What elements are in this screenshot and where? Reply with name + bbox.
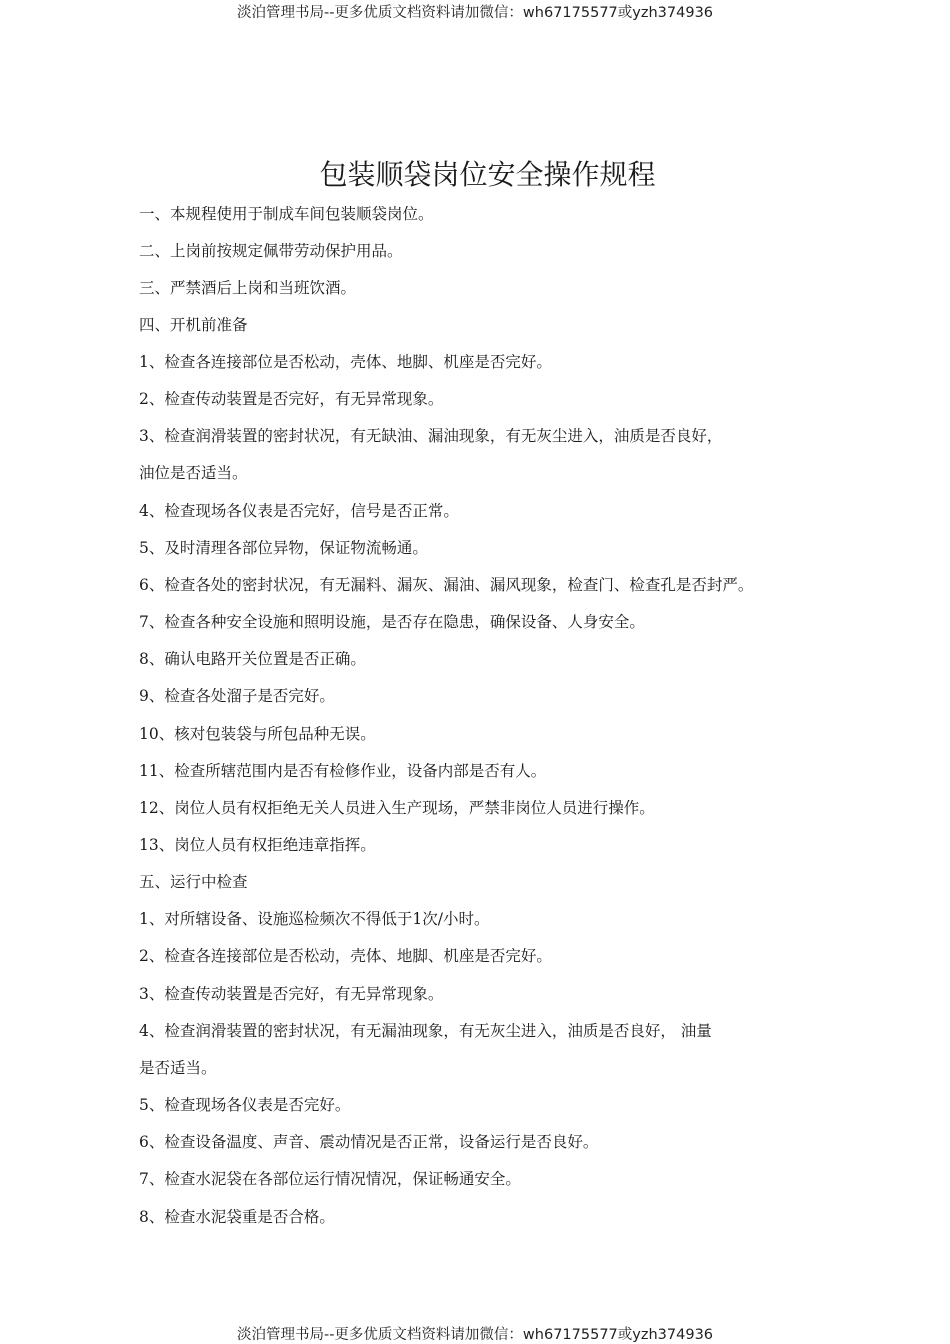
text-line: 12、岗位人员有权拒绝无关人员进入生产现场，严禁非岗位人员进行操作。 <box>139 799 655 817</box>
section-heading: 四、开机前准备 <box>139 316 248 334</box>
text-line: 9、检查各处溜子是否完好。 <box>139 687 335 705</box>
text-line: 6、检查各处的密封状况，有无漏料、漏灰、漏油、漏风现象，检查门、检查孔是否封严。 <box>139 576 754 594</box>
text-line: 7、检查各种安全设施和照明设施，是否存在隐患，确保设备、人身安全。 <box>139 613 645 631</box>
document-title: 包装顺袋岗位安全操作规程 <box>319 158 656 191</box>
text-line: 2、检查各连接部位是否松动，壳体、地脚、机座是否完好。 <box>139 947 552 965</box>
text-line: 4、检查润滑装置的密封状况，有无漏油现象，有无灰尘进入，油质是否良好， 油量 <box>139 1022 712 1040</box>
text-line: 7、检查水泥袋在各部位运行情况情况，保证畅通安全。 <box>139 1170 521 1188</box>
section-heading: 五、运行中检查 <box>139 873 248 891</box>
text-line: 油位是否适当。 <box>139 464 248 482</box>
text-line: 2、检查传动装置是否完好，有无异常现象。 <box>139 390 444 408</box>
footer-banner: 淡泊管理书局--更多优质文档资料请加微信：wh67175577或yzh374936 <box>236 1327 714 1343</box>
text-line: 6、检查设备温度、声音、震动情况是否正常，设备运行是否良好。 <box>139 1133 599 1151</box>
text-line: 13、岗位人员有权拒绝违章指挥。 <box>139 836 376 854</box>
text-line: 8、检查水泥袋重是否合格。 <box>139 1208 335 1226</box>
text-line: 3、检查润滑装置的密封状况，有无缺油、漏油现象，有无灰尘进入，油质是否良好， <box>139 427 723 445</box>
text-line: 8、确认电路开关位置是否正确。 <box>139 650 366 668</box>
text-line: 二、上岗前按规定佩带劳动保护用品。 <box>139 242 403 260</box>
text-line: 1、检查各连接部位是否松动，壳体、地脚、机座是否完好。 <box>139 353 552 371</box>
header-banner: 淡泊管理书局--更多优质文档资料请加微信：wh67175577或yzh374936 <box>236 5 714 21</box>
text-line: 一、本规程使用于制成车间包装顺袋岗位。 <box>139 205 434 223</box>
text-line: 是否适当。 <box>139 1059 217 1077</box>
text-line: 3、检查传动装置是否完好，有无异常现象。 <box>139 985 444 1003</box>
text-line: 1、对所辖设备、设施巡检频次不得低于1次/小时。 <box>139 910 490 928</box>
text-line: 10、核对包装袋与所包品种无误。 <box>139 725 376 743</box>
text-line: 5、检查现场各仪表是否完好。 <box>139 1096 351 1114</box>
text-line: 三、严禁酒后上岗和当班饮酒。 <box>139 279 357 297</box>
text-line: 5、及时清理各部位异物，保证物流畅通。 <box>139 539 428 557</box>
text-line: 4、检查现场各仪表是否完好，信号是否正常。 <box>139 502 459 520</box>
text-line: 11、检查所辖范围内是否有检修作业，设备内部是否有人。 <box>139 762 547 780</box>
